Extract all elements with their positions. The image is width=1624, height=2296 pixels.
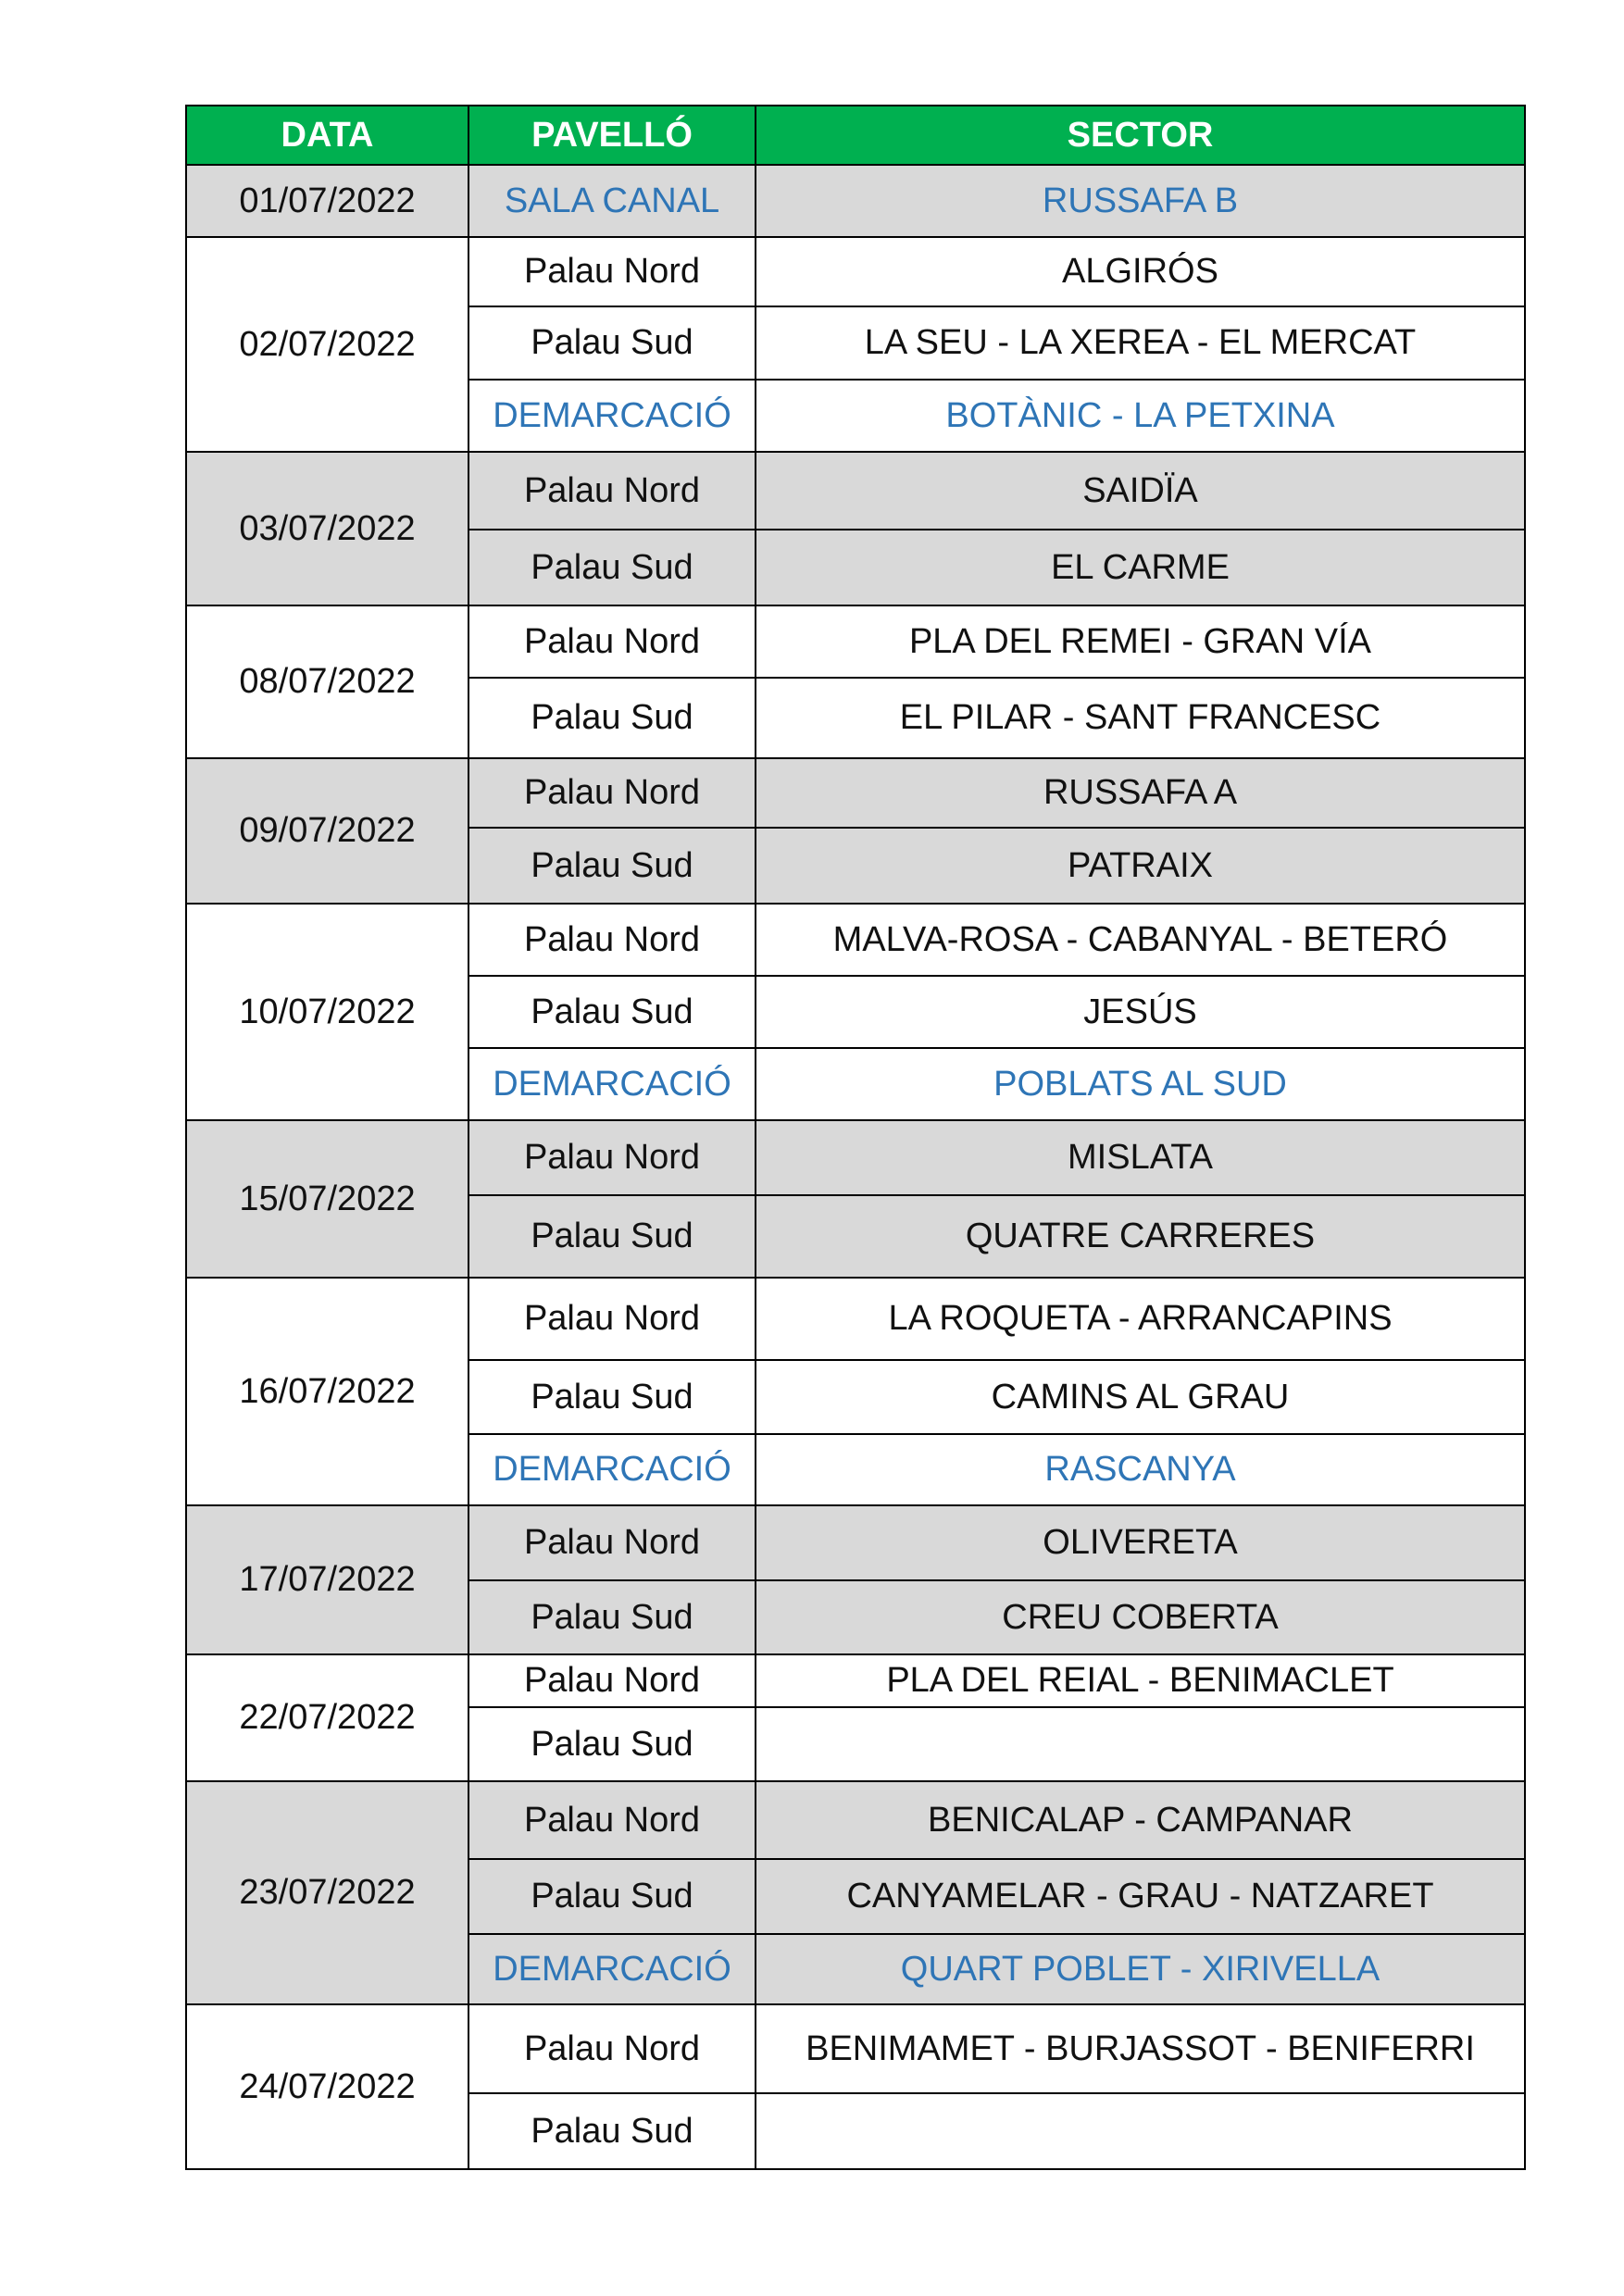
pavilion-cell: Palau Nord: [468, 1654, 756, 1707]
pavilion-cell: Palau Nord: [468, 1505, 756, 1580]
header-sector: SECTOR: [756, 106, 1525, 165]
pavilion-cell: Palau Sud: [468, 678, 756, 758]
sector-cell: CREU COBERTA: [756, 1580, 1525, 1654]
table-row: [186, 1278, 1525, 1360]
pavilion-cell: DEMARCACIÓ: [468, 380, 756, 452]
sector-cell: RUSSAFA B: [756, 165, 1525, 237]
date-cell: 09/07/2022: [186, 758, 468, 904]
pavilion-cell: Palau Sud: [468, 1859, 756, 1934]
sector-cell: OLIVERETA: [756, 1505, 1525, 1580]
pavilion-cell: Palau Nord: [468, 758, 756, 828]
date-cell: 23/07/2022: [186, 1781, 468, 2004]
sector-cell: CAMINS AL GRAU: [756, 1360, 1525, 1434]
sector-cell: LA SEU - LA XEREA - EL MERCAT: [756, 306, 1525, 380]
sector-cell: PLA DEL REIAL - BENIMACLET: [756, 1654, 1525, 1707]
sector-cell: MISLATA: [756, 1120, 1525, 1195]
table-row: [186, 605, 1525, 678]
sector-cell: QUART POBLET - XIRIVELLA: [756, 1934, 1525, 2004]
sector-cell: PATRAIX: [756, 828, 1525, 904]
sector-cell: [756, 1707, 1525, 1781]
sector-cell: EL PILAR - SANT FRANCESC: [756, 678, 1525, 758]
pavilion-cell: Palau Sud: [468, 1580, 756, 1654]
table-row: [186, 904, 1525, 976]
pavilion-cell: SALA CANAL: [468, 165, 756, 237]
date-cell: 24/07/2022: [186, 2004, 468, 2169]
pavilion-cell: Palau Sud: [468, 828, 756, 904]
sector-cell: SAIDÏA: [756, 452, 1525, 530]
sector-cell: EL CARME: [756, 530, 1525, 605]
pavilion-cell: Palau Sud: [468, 1195, 756, 1278]
pavilion-cell: Palau Sud: [468, 530, 756, 605]
table-body: [186, 165, 1525, 2169]
sector-cell: RASCANYA: [756, 1434, 1525, 1505]
table-row: [186, 452, 1525, 530]
table-row: [186, 237, 1525, 306]
header-date: DATA: [186, 106, 468, 165]
sector-cell: PLA DEL REMEI - GRAN VÍA: [756, 605, 1525, 678]
date-cell: 10/07/2022: [186, 904, 468, 1120]
table-row: [186, 1654, 1525, 1707]
date-cell: 15/07/2022: [186, 1120, 468, 1278]
pavilion-cell: Palau Nord: [468, 237, 756, 306]
table-header: [186, 106, 1525, 165]
date-cell: 22/07/2022: [186, 1654, 468, 1781]
sector-cell: MALVA-ROSA - CABANYAL - BETERÓ: [756, 904, 1525, 976]
sector-cell: BENIMAMET - BURJASSOT - BENIFERRI: [756, 2004, 1525, 2093]
pavilion-cell: Palau Nord: [468, 2004, 756, 2093]
pavilion-cell: Palau Nord: [468, 605, 756, 678]
date-cell: 03/07/2022: [186, 452, 468, 605]
date-cell: 02/07/2022: [186, 237, 468, 452]
sector-cell: BENICALAP - CAMPANAR: [756, 1781, 1525, 1859]
pavilion-cell: Palau Nord: [468, 904, 756, 976]
sector-cell: BOTÀNIC - LA PETXINA: [756, 380, 1525, 452]
pavilion-cell: Palau Nord: [468, 452, 756, 530]
sector-cell: LA ROQUETA - ARRANCAPINS: [756, 1278, 1525, 1360]
pavilion-cell: Palau Sud: [468, 306, 756, 380]
sector-cell: ALGIRÓS: [756, 237, 1525, 306]
date-cell: 01/07/2022: [186, 165, 468, 237]
table-row: [186, 2004, 1525, 2093]
pavilion-cell: Palau Sud: [468, 2093, 756, 2169]
date-cell: 16/07/2022: [186, 1278, 468, 1505]
schedule-table: [185, 105, 1526, 2170]
sector-cell: QUATRE CARRERES: [756, 1195, 1525, 1278]
pavilion-cell: DEMARCACIÓ: [468, 1934, 756, 2004]
pavilion-cell: Palau Sud: [468, 1360, 756, 1434]
header-pavilion: PAVELLÓ: [468, 106, 756, 165]
sector-cell: CANYAMELAR - GRAU - NATZARET: [756, 1859, 1525, 1934]
table-row: [186, 1781, 1525, 1859]
pavilion-cell: Palau Nord: [468, 1120, 756, 1195]
date-cell: 17/07/2022: [186, 1505, 468, 1654]
sector-cell: JESÚS: [756, 976, 1525, 1048]
pavilion-cell: Palau Sud: [468, 1707, 756, 1781]
table-row: [186, 1505, 1525, 1580]
pavilion-cell: DEMARCACIÓ: [468, 1434, 756, 1505]
date-cell: 08/07/2022: [186, 605, 468, 758]
sector-cell: POBLATS AL SUD: [756, 1048, 1525, 1120]
sector-cell: RUSSAFA A: [756, 758, 1525, 828]
pavilion-cell: Palau Sud: [468, 976, 756, 1048]
table-row: [186, 758, 1525, 828]
table-row: [186, 1120, 1525, 1195]
pavilion-cell: Palau Nord: [468, 1781, 756, 1859]
sector-cell: [756, 2093, 1525, 2169]
pavilion-cell: DEMARCACIÓ: [468, 1048, 756, 1120]
table-row: [186, 165, 1525, 237]
header-row: [186, 106, 1525, 165]
pavilion-cell: Palau Nord: [468, 1278, 756, 1360]
